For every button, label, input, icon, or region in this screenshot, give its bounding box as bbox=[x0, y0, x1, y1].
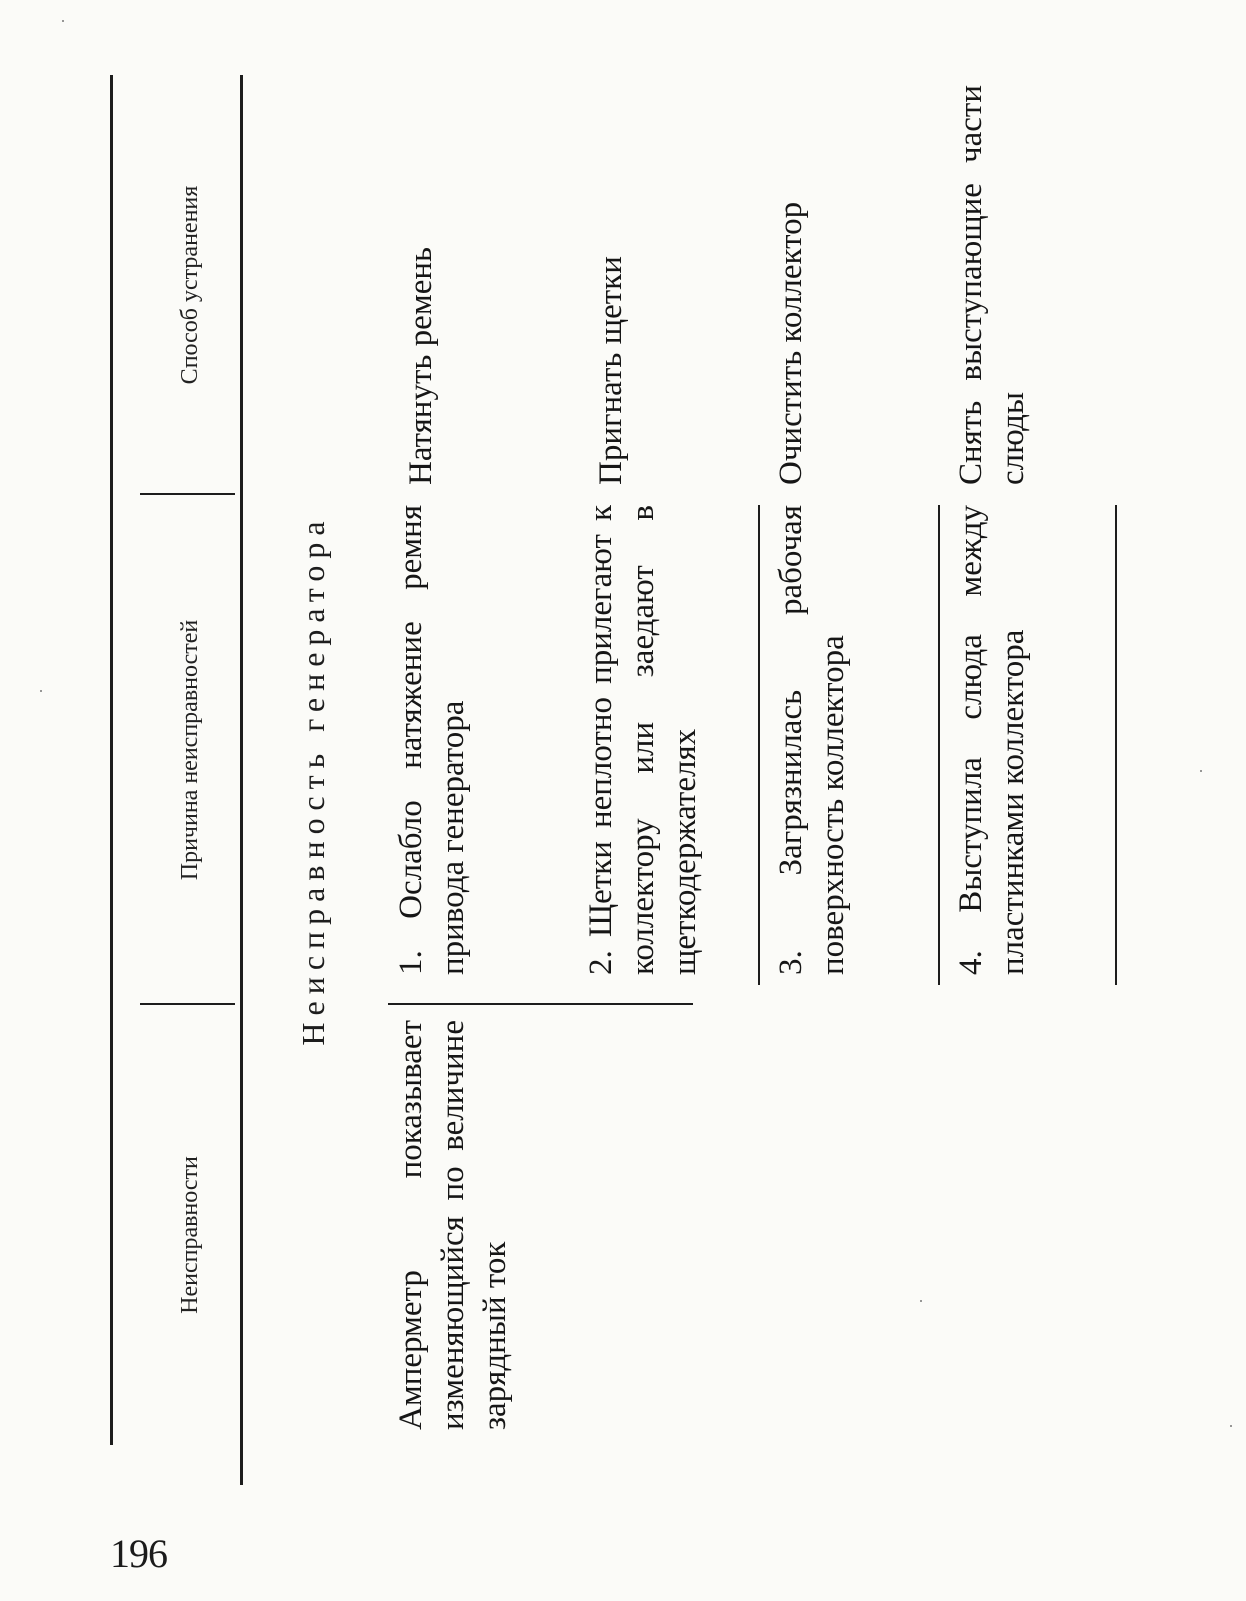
scan-speck bbox=[1230, 1425, 1232, 1427]
fault-table bbox=[110, 75, 1120, 1485]
scan-speck bbox=[1200, 770, 1202, 772]
cause-cell-3 bbox=[770, 505, 854, 975]
section-title: Неисправность генератора bbox=[295, 514, 331, 1046]
cause-cell-2 bbox=[580, 505, 706, 975]
fault-cell bbox=[390, 1020, 516, 1430]
cause-row-rule-3 bbox=[1115, 505, 1117, 985]
cause-text-1: 1. Ослабло натяжение ремня привода генератора bbox=[393, 505, 471, 975]
remedy-cell-2 bbox=[590, 85, 632, 485]
cause-text-2: 2. Щетки неплотно прилегают к коллектору или заедают в щеткодержателях bbox=[583, 505, 703, 975]
table-top-rule bbox=[110, 75, 113, 1445]
header-fault: Неисправности bbox=[177, 1156, 203, 1314]
cause-cell-4 bbox=[950, 505, 1034, 975]
scan-speck bbox=[920, 1300, 922, 1302]
cause-cell-1 bbox=[390, 505, 474, 975]
header-cause: Причина неисправностей bbox=[177, 619, 203, 881]
remedy-text-3: Очистить коллектор bbox=[773, 201, 809, 485]
remedy-text-2: Пригнать щетки bbox=[593, 256, 629, 485]
cause-row-rule-2 bbox=[938, 505, 940, 985]
remedy-cell-4 bbox=[950, 85, 1034, 485]
cause-text-4: 4. Выступила слюда между пластинками коллектора bbox=[953, 505, 1031, 975]
remedy-cell-1 bbox=[400, 85, 442, 485]
body-separator-1 bbox=[388, 1003, 693, 1005]
scan-speck bbox=[62, 20, 64, 22]
scan-speck bbox=[40, 690, 42, 692]
header-remedy: Способ устранения bbox=[177, 185, 203, 385]
remedy-text-4: Снять выступающие части слюды bbox=[953, 85, 1031, 485]
fault-text: Амперметр показывает изменяющийся по величине зарядный ток bbox=[393, 1020, 513, 1430]
remedy-cell-3 bbox=[770, 85, 812, 485]
header-separator-1 bbox=[140, 1003, 235, 1005]
header-bottom-rule bbox=[240, 75, 243, 1485]
cause-text-3: 3. Загрязнилась рабочая поверхность коллектора bbox=[773, 505, 851, 975]
header-separator-2 bbox=[140, 493, 235, 495]
remedy-text-1: Натянуть ремень bbox=[403, 246, 439, 485]
page-number: 196 bbox=[110, 1531, 167, 1576]
cause-row-rule-1 bbox=[758, 505, 760, 985]
